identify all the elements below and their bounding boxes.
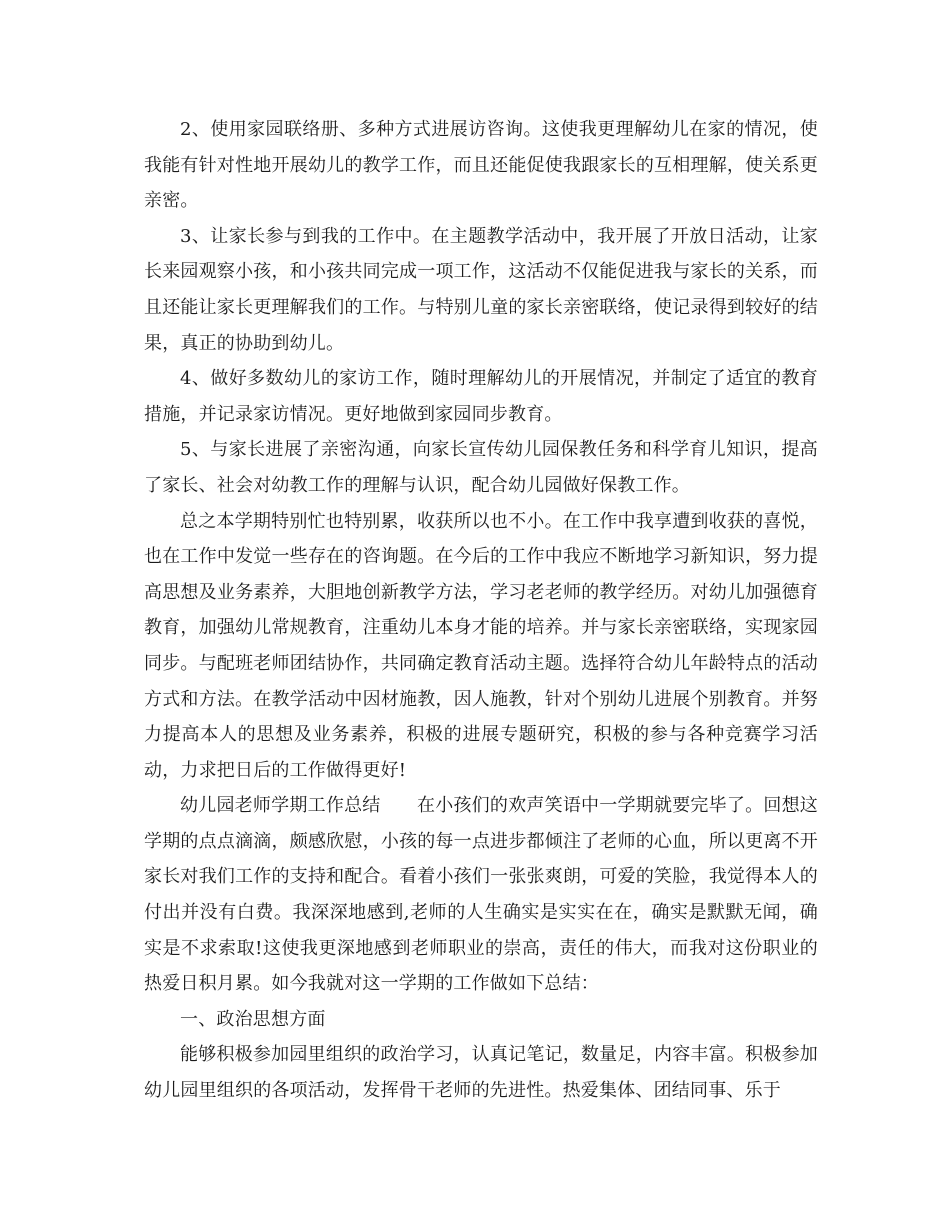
paragraph-parent-contact-book: 2、使用家园联络册、多种方式进展访咨询。这使我更理解幼儿在家的情况，使我能有针对性地开展幼儿的教学工作，而且还能促使我跟家长的互相理解，使关系更亲密。 — [144, 119, 818, 212]
document-body — [144, 112, 818, 1109]
paragraph-semester-summary: 总之本学期特别忙也特别累，收获所以也不小。在工作中我享遭到收获的喜悦，也在工作中发觉一些存在的咨询题。在今后的工作中我应不断地学习新知识，努力提高思想及业务素养，大胆地创新教学方法，学习老老师的教学经历。对幼儿加强德育教育，加强幼儿常规教育，注重幼儿本身才能的培养。并与家长亲密联络，实现家园同步。与配班老师团结协作，共同确定教育活动主题。选择符合幼儿年龄特点的活动方式和方法。在教学活动中因材施教，因人施教，针对个别幼儿进展个别教育。并努力提高本人的思想及业务素养，积极的进展专题研究，积极的参与各种竞赛学习活动，力求把日后的工作做得更好! — [144, 510, 818, 781]
paragraph-political-study: 能够积极参加园里组织的政治学习，认真记笔记，数量足，内容丰富。积极参加幼儿园里组织的各项活动，发挥骨干老师的先进性。热爱集体、团结同事、乐于 — [144, 1044, 818, 1102]
paragraph-parent-participation: 3、让家长参与到我的工作中。在主题教学活动中，我开展了开放日活动，让家长来园观察小孩，和小孩共同完成一项工作，这活动不仅能促进我与家长的关系，而且还能让家长更理解我们的工作。与特别儿童的家长亲密联络，使记录得到较好的结果，真正的协助到幼儿。 — [144, 225, 818, 354]
paragraph-home-visits: 4、做好多数幼儿的家访工作，随时理解幼儿的开展情况，并制定了适宜的教育措施，并记录家访情况。更好地做到家园同步教育。 — [144, 368, 818, 425]
section-heading-political-thought: 一、政治思想方面 — [180, 1008, 326, 1030]
paragraph-parent-communication: 5、与家长进展了亲密沟通，向家长宣传幼儿园保教任务和科学育儿知识，提高了家长、社会对幼教工作的理解与认识，配合幼儿园做好保教工作。 — [144, 439, 818, 496]
paragraph-teacher-work-summary: 幼儿园老师学期工作总结 在小孩们的欢声笑语中一学期就要完毕了。回想这学期的点点滴滴，颇感欣慰，小孩的每一点进步都倾注了老师的心血，所以更离不开家长对我们工作的支持和配合。看着小孩们一张张爽朗，可爱的笑脸，我觉得本人的付出并没有白费。我深深地感到,老师的人生确实是实实在在，确实是默默无闻，确实是不求索取!这使我更深地感到老师职业的崇高，责任的伟大，而我对这份职业的热爱日积月累。如今我就对这一学期的工作做如下总结： — [144, 795, 818, 995]
